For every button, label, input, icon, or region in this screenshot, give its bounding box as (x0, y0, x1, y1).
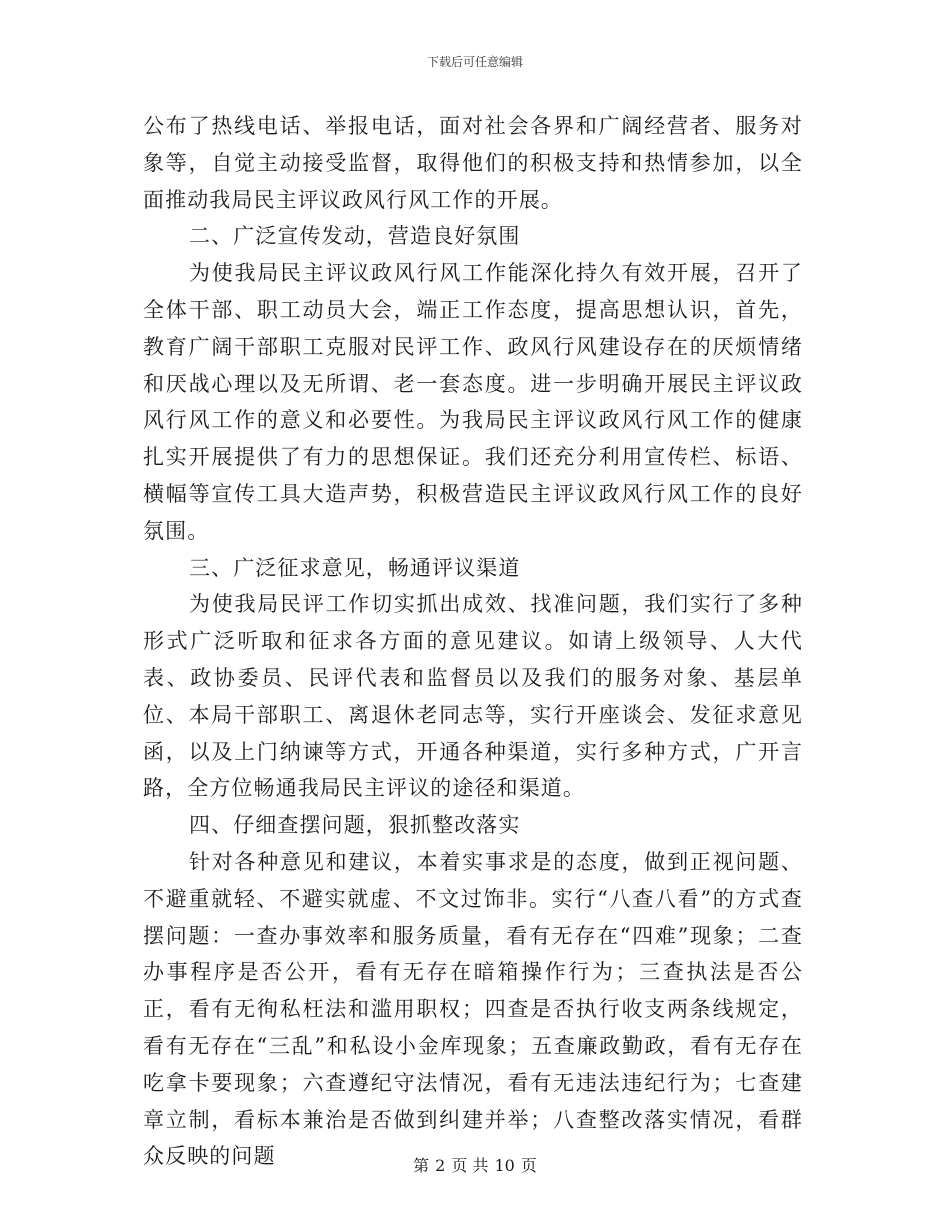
footer-middle: 页 共 (451, 1156, 489, 1175)
footer-prefix: 第 (413, 1156, 430, 1175)
section-heading-3: 三、广泛征求意见，畅通评议渠道 (189, 555, 521, 580)
header-note: 下载后可任意编辑 (426, 55, 523, 69)
paragraph-continued: 公布了热线电话、举报电话，面对社会各界和广阔经营者、服务对象等，自觉主动接受监督，取得他们的积极支持和热情参加，以全面推动我局民主评议政风行风工作的开展。 (143, 114, 803, 212)
paragraph-section-2: 为使我局民主评议政风行风工作能深化持久有效开展，召开了全体干部、职工动员大会，端正工作态度，提高思想认识，首先，教育广阔干部职工克服对民评工作、政风行风建设存在的厌烦情绪和厌战心理以及无所谓、老一套态度。进一步明确开展民主评议政风行风工作的意义和必要性。为我局民主评议政风行风工作的健康扎实开展提供了有力的思想保证。我们还充分利用宣传栏、标语、横幅等宣传工具大造声势，积极营造民主评议政风行风工作的良好氛围。 (143, 261, 803, 543)
document-body (143, 108, 803, 1175)
section-heading-4: 四、仔细查摆问题，狠抓整改落实 (189, 813, 521, 838)
footer-current-page: 2 (435, 1156, 446, 1175)
paragraph-section-4: 针对各种意见和建议，本着实事求是的态度，做到正视问题、不避重就轻、不避实就虚、不文过饰非。实行“八查八看”的方式查摆问题：一查办事效率和服务质量，看有无存在“四难”现象；二查办事程序是否公开，看有无存在暗箱操作行为；三查执法是否公正，看有无徇私枉法和滥用职权；四查是否执行收支两条线规定，看有无存在“三乱”和私设小金库现象；五查廉政勤政，看有无存在吃拿卡要现象；六查遵纪守法情况，看有无违法违纪行为；七查建章立制，看标本兼治是否做到纠建并举；八查整改落实情况，看群众反映的问题 (143, 849, 803, 1169)
footer-total-pages: 10 (494, 1156, 515, 1175)
section-heading-2: 二、广泛宣传发动，营造良好氛围 (189, 224, 521, 249)
page-footer (0, 1156, 950, 1176)
paragraph-section-3: 为使我局民评工作切实抓出成效、找准问题，我们实行了多种形式广泛听取和征求各方面的意见建议。如请上级领导、人大代表、政协委员、民评代表和监督员以及我们的服务对象、基层单位、本局干部职工、离退休老同志等，实行开座谈会、发征求意见函，以及上门纳谏等方式，开通各种渠道，实行多种方式，广开言路，全方位畅通我局民主评议的途径和渠道。 (143, 592, 803, 801)
footer-suffix: 页 (520, 1156, 537, 1175)
